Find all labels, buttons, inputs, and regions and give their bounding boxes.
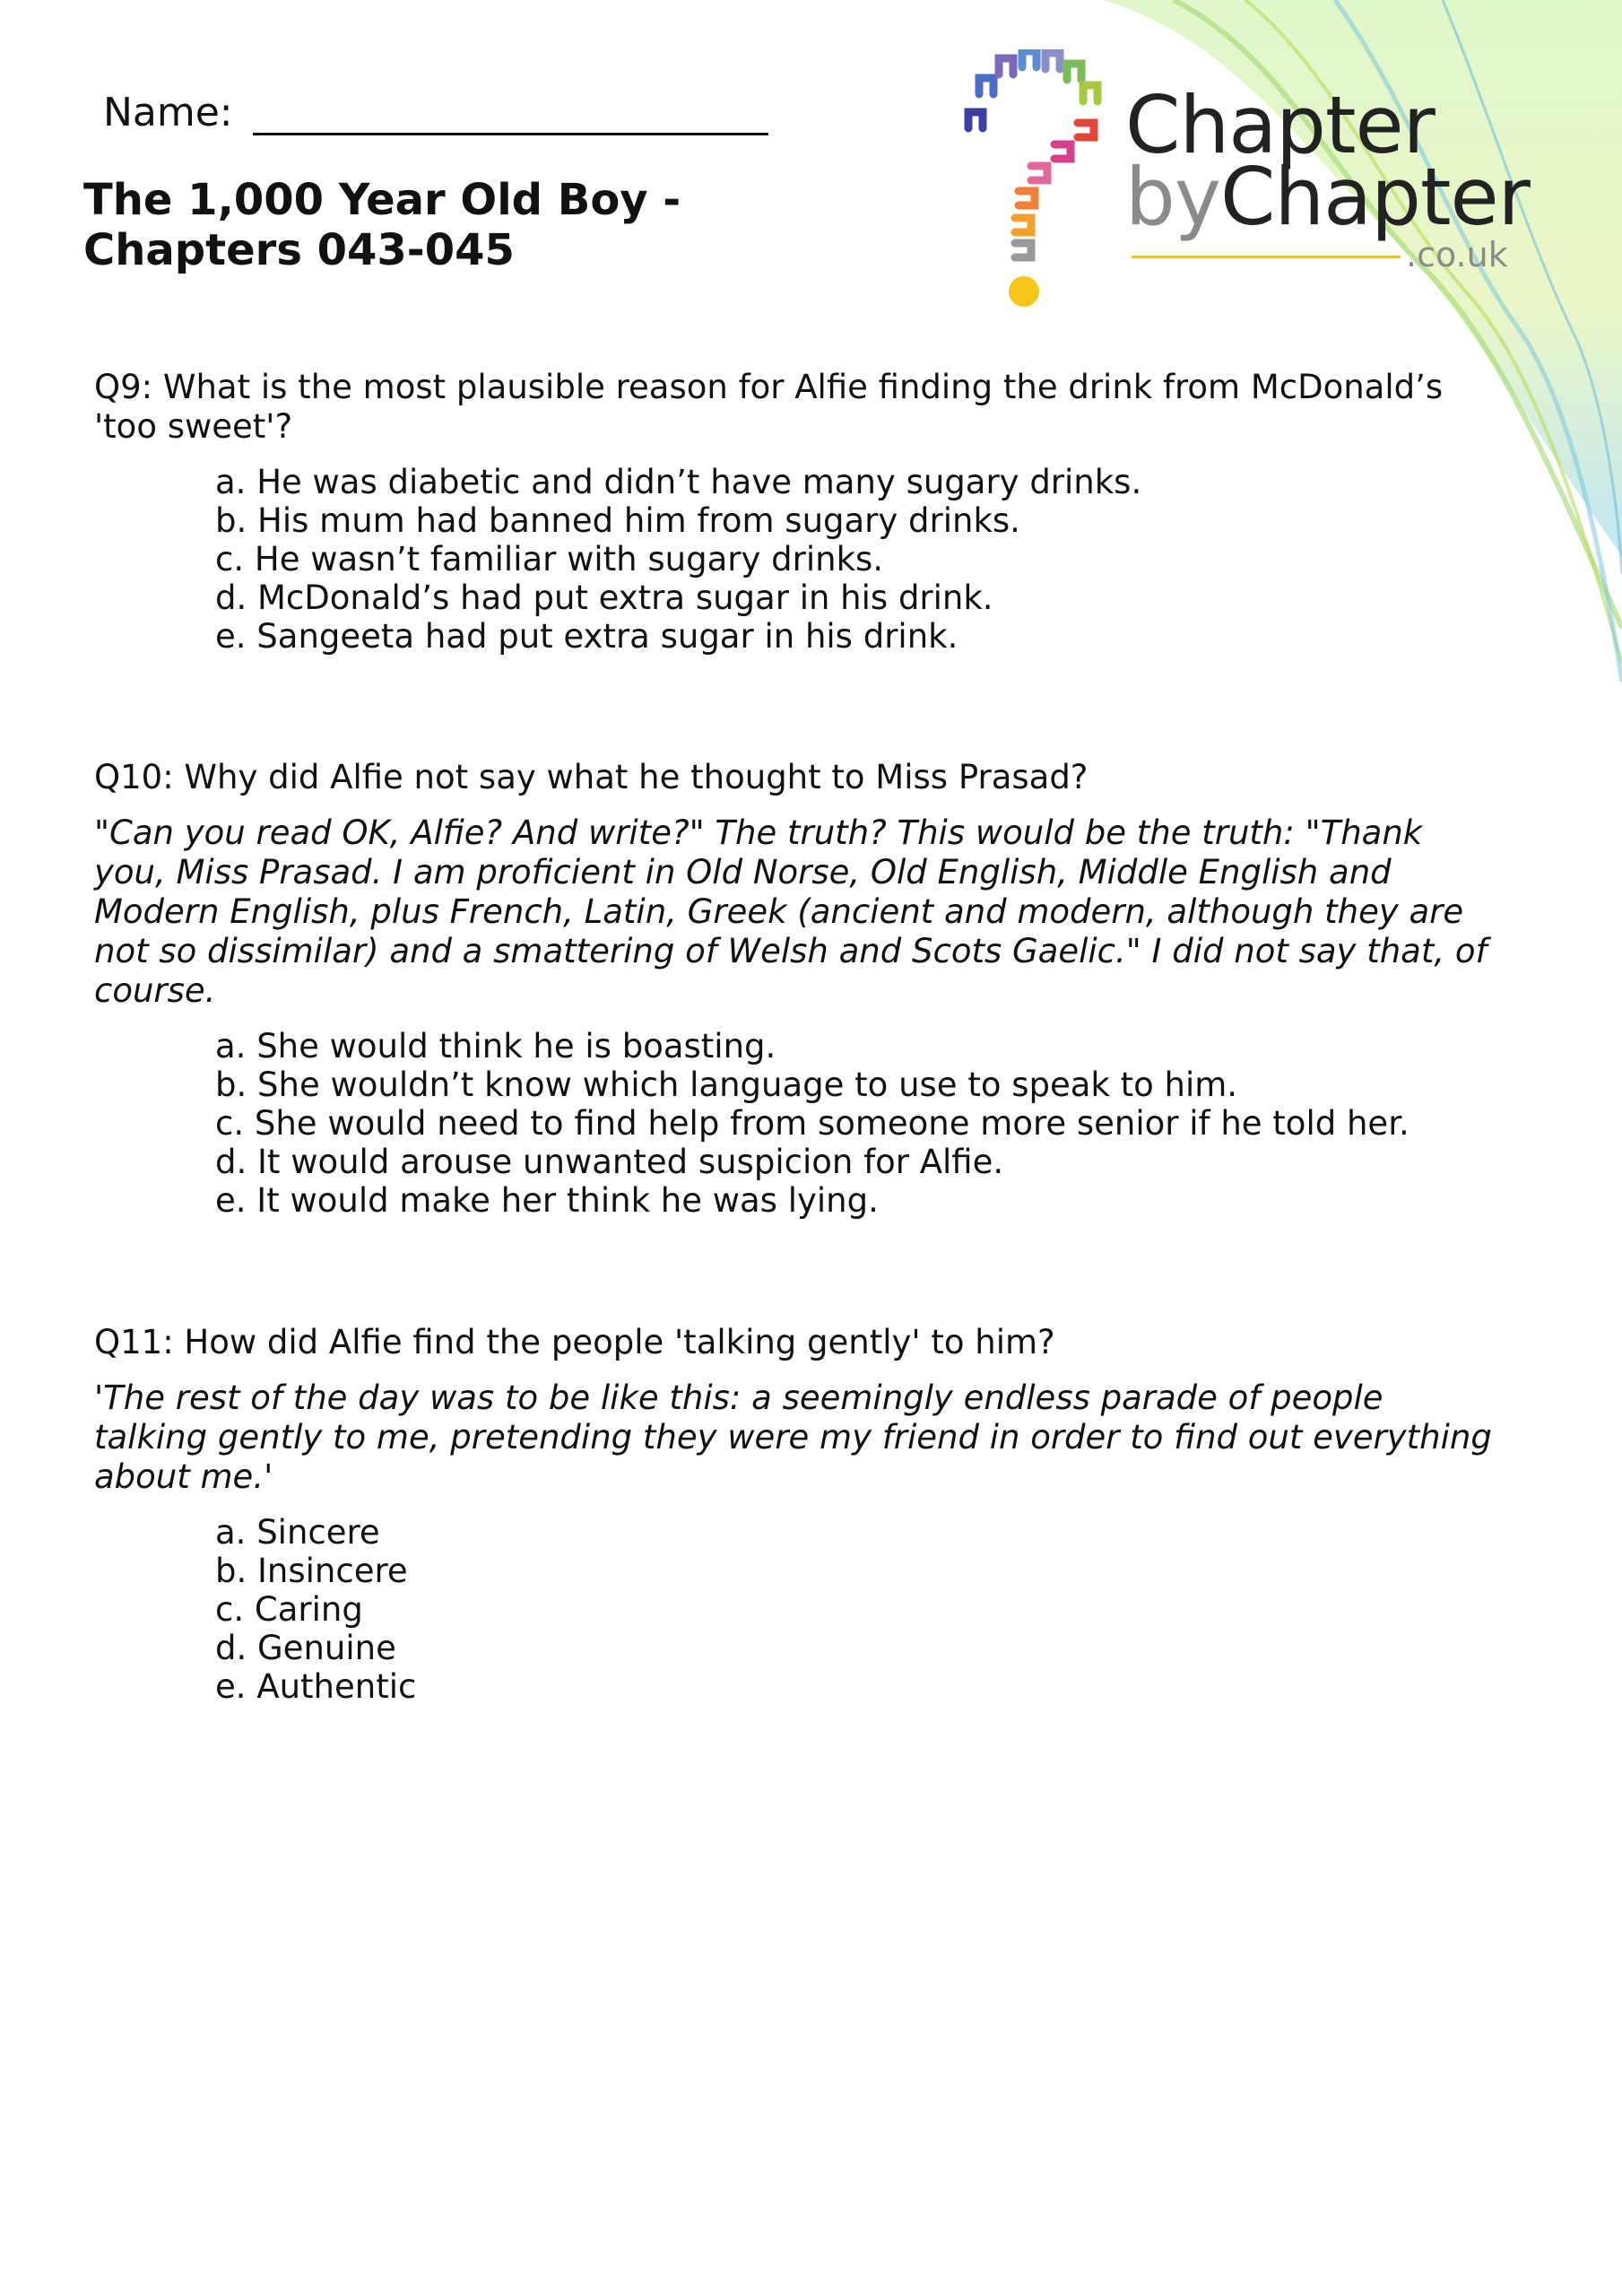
answer-option: e. Sangeeta had put extra sugar in his drink.: [215, 617, 958, 656]
answer-option: e. Authentic: [215, 1667, 417, 1706]
answer-options: [94, 1027, 1493, 1220]
answer-option: d. Genuine: [215, 1629, 396, 1667]
name-label: Name:: [103, 90, 233, 135]
title-line-1: The 1,000 Year Old Boy -: [83, 175, 681, 225]
answer-option: c. He wasn’t familiar with sugary drinks.: [215, 540, 884, 578]
logo-line-2: [1125, 151, 1530, 243]
answer-option: c. She would need to find help from someone more senior if he told her.: [215, 1104, 1409, 1143]
answer-option: e. It would make her think he was lying.: [215, 1181, 879, 1220]
question-mark-books-icon: [959, 49, 1139, 309]
question-prompt: Q9: What is the most plausible reason for Alfie finding the drink from McDonald’s 'too sweet'?: [94, 368, 1444, 446]
answer-option: b. She wouldn’t know which language to use to speak to him.: [215, 1065, 1238, 1104]
answer-option: c. Caring: [215, 1590, 363, 1629]
answer-option: d. McDonald’s had put extra sugar in his drink.: [215, 578, 993, 617]
question-11: [94, 1323, 1493, 1706]
question-9: [94, 368, 1493, 656]
answer-option: a. Sincere: [215, 1513, 380, 1552]
answer-option: a. She would think he is boasting.: [215, 1027, 776, 1065]
name-field-row: [103, 90, 768, 135]
answer-option: b. His mum had banned him from sugary drinks.: [215, 501, 1020, 540]
logo-underline: [1132, 256, 1401, 258]
name-blank-line[interactable]: [253, 90, 768, 135]
brand-logo: [1125, 79, 1530, 243]
logo-word-chapter: Chapter: [1125, 79, 1435, 171]
question-quote: 'The rest of the day was to be like this: a seemingly endless parade of people talking gently to me, pretending they were my friend in order to find out everything about me.': [94, 1378, 1492, 1496]
question-10: [94, 758, 1493, 1220]
logo-domain: .co.uk: [1406, 235, 1508, 274]
answer-options: [94, 1513, 1493, 1706]
logo-word-by: by: [1125, 151, 1220, 243]
question-prompt: Q10: Why did Alfie not say what he thought to Miss Prasad?: [94, 758, 1089, 796]
answer-option: a. He was diabetic and didn’t have many sugary drinks.: [215, 463, 1142, 501]
answer-option: d. It would arouse unwanted suspicion for Alfie.: [215, 1143, 1004, 1181]
answer-option: b. Insincere: [215, 1552, 408, 1590]
logo-word-chapter-2: Chapter: [1219, 151, 1530, 243]
title-line-2: Chapters 043-045: [83, 225, 515, 275]
answer-options: [94, 463, 1493, 656]
worksheet-title: [83, 175, 681, 275]
question-prompt: Q11: How did Alfie find the people 'talking gently' to him?: [94, 1323, 1055, 1361]
question-quote: "Can you read OK, Alfie? And write?" The truth? This would be the truth: "Thank you, Miss Prasad. I am proficient in Old Norse, Old English, Middle English and Modern English, plus French, Latin, Greek (ancient and modern, although they are not so dissimilar) and a smattering of Welsh and Scots Gaelic." I did not say that, of course.: [94, 813, 1488, 1010]
